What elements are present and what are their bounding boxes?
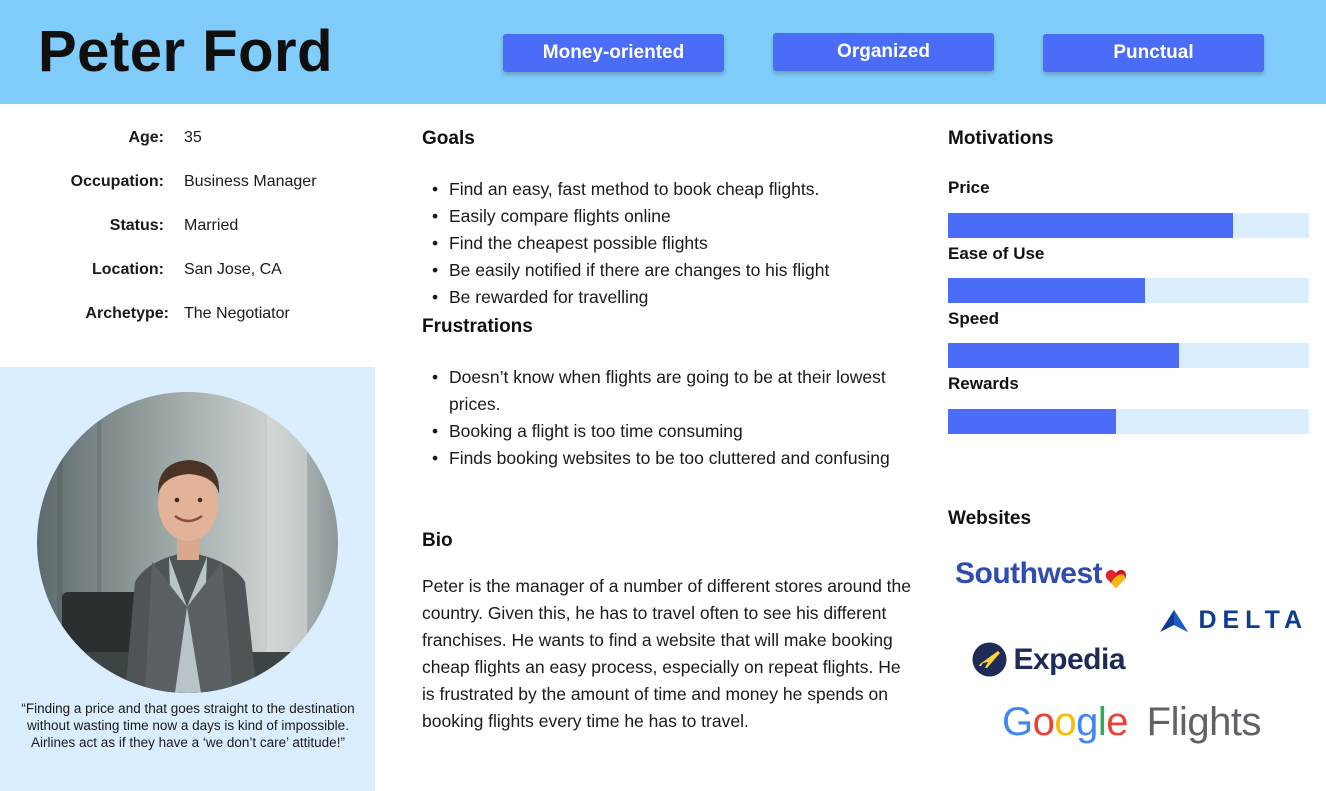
motivation-bar-fill bbox=[948, 213, 1233, 238]
bio-text: Peter is the manager of a number of different stores around the country. Given this, he has to travel often to see his different franchises. He wants to find a website that will make booking cheap flights an easy process, especially on repeat flights. He is frustrated by the amount of time and money he spends on booking flights every time he has to travel. bbox=[422, 576, 911, 731]
goals-title: Goals bbox=[422, 128, 475, 149]
info-value: Business Manager bbox=[184, 173, 317, 190]
trait-tag-punctual: Punctual bbox=[1043, 34, 1264, 72]
info-label: Status: bbox=[109, 217, 164, 234]
goal-item: • Find the cheapest possible flights bbox=[422, 230, 912, 257]
frustration-item: • Doesn’t know when flights are going to be at their lowest prices. bbox=[422, 364, 912, 418]
persona-photo bbox=[37, 392, 338, 693]
goals-list bbox=[422, 176, 912, 311]
delta-widget-icon bbox=[1160, 610, 1188, 632]
info-label: Age: bbox=[128, 129, 164, 146]
info-row-archetype bbox=[0, 305, 380, 329]
info-value: The Negotiator bbox=[184, 305, 290, 322]
southwest-logo bbox=[955, 557, 1127, 591]
trait-tag-money-oriented: Money-oriented bbox=[503, 34, 724, 72]
goal-item: • Easily compare flights online bbox=[422, 203, 912, 230]
info-value: Married bbox=[184, 217, 239, 234]
motivation-bar-fill bbox=[948, 409, 1116, 434]
bio-title: Bio bbox=[422, 530, 453, 551]
frustration-item: • Finds booking websites to be too cluttered and confusing bbox=[422, 445, 912, 472]
info-label: Location: bbox=[92, 261, 164, 278]
info-row-occupation bbox=[0, 173, 380, 197]
google-flights-logo bbox=[1002, 700, 1261, 745]
info-value: 35 bbox=[184, 129, 202, 146]
delta-logo bbox=[1160, 606, 1308, 635]
motivation-label-speed: Speed bbox=[948, 309, 1000, 328]
delta-wordmark: DELTA bbox=[1198, 606, 1309, 634]
goal-item: • Be easily notified if there are changes to his flight bbox=[422, 257, 912, 284]
info-label: Archetype: bbox=[85, 305, 169, 322]
motivation-label-rewards: Rewards bbox=[948, 374, 1019, 393]
motivation-label-price: Price bbox=[948, 178, 990, 197]
info-row-age bbox=[0, 129, 380, 153]
expedia-wordmark: Expedia bbox=[1013, 642, 1126, 676]
motivation-bar-ease-of-use bbox=[948, 278, 1309, 303]
motivation-bar-fill bbox=[948, 343, 1179, 368]
info-value: San Jose, CA bbox=[184, 261, 282, 278]
expedia-plane-icon bbox=[972, 642, 1007, 677]
frustrations-title: Frustrations bbox=[422, 316, 533, 337]
flights-wordmark: Flights bbox=[1146, 700, 1261, 744]
motivations-title: Motivations bbox=[948, 128, 1054, 149]
photo-panel bbox=[0, 367, 375, 791]
google-wordmark: Google bbox=[1002, 700, 1129, 744]
persona-header bbox=[0, 0, 1326, 104]
info-row-status bbox=[0, 217, 380, 241]
websites-title: Websites bbox=[948, 508, 1032, 529]
persona-quote: “Finding a price and that goes straight to the destination without wasting time now a days is kind of impossible. Airlines act as if they have a ‘we don’t care’ attitude!” bbox=[21, 701, 355, 750]
southwest-heart-icon bbox=[1105, 569, 1127, 589]
goal-item: • Find an easy, fast method to book cheap flights. bbox=[422, 176, 912, 203]
frustration-item: • Booking a flight is too time consuming bbox=[422, 418, 912, 445]
expedia-logo bbox=[972, 642, 1125, 677]
motivation-bar-rewards bbox=[948, 409, 1309, 434]
persona-name: Peter Ford bbox=[38, 19, 334, 84]
motivation-bar-fill bbox=[948, 278, 1145, 303]
goal-item: • Be rewarded for travelling bbox=[422, 284, 912, 311]
info-label: Occupation: bbox=[70, 173, 164, 190]
southwest-wordmark: Southwest bbox=[955, 557, 1103, 590]
frustrations-list bbox=[422, 364, 912, 472]
motivation-label-ease-of-use: Ease of Use bbox=[948, 244, 1045, 263]
motivation-bar-speed bbox=[948, 343, 1309, 368]
trait-tag-organized: Organized bbox=[773, 33, 994, 71]
motivation-bar-price bbox=[948, 213, 1309, 238]
info-row-location bbox=[0, 261, 380, 285]
